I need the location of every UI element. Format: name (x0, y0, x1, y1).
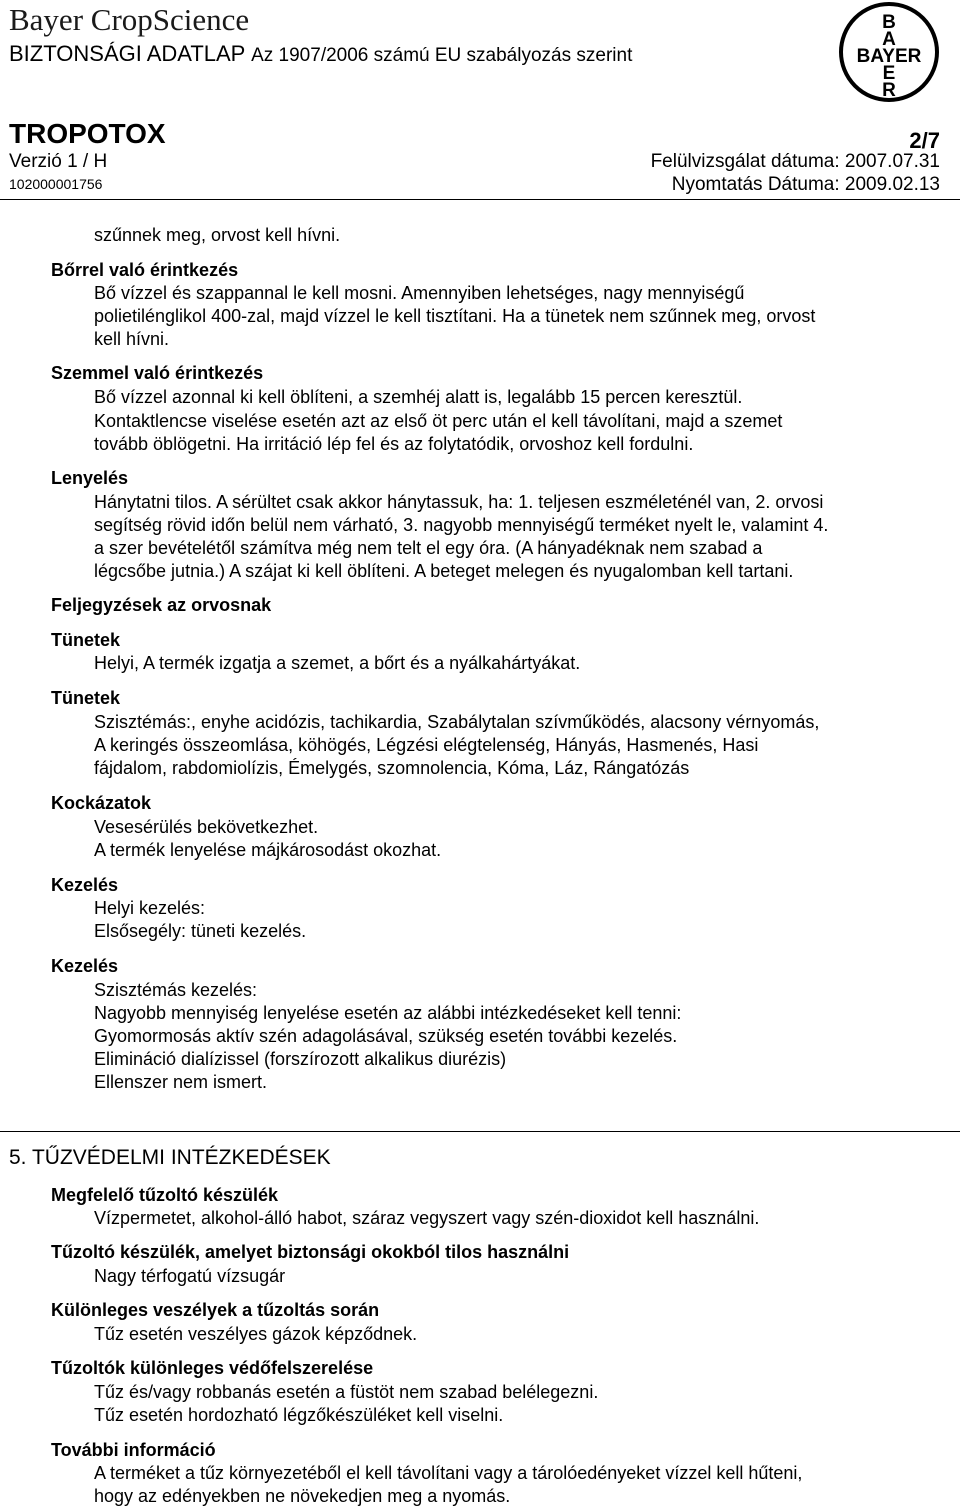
risks-line: Vesesérülés bekövetkezhet. (94, 817, 319, 837)
ingestion-line: Hánytatni tilos. A sérültet csak akkor hánytassuk, ha: 1. teljesen eszméleténél van, 2. orvosi (94, 492, 824, 512)
ingestion-heading: Lenyelés (51, 468, 129, 488)
unsuitable-media-line: Nagy térfogatú vízsugár (94, 1266, 286, 1286)
eye-contact-line: Bő vízzel azonnal ki kell öblíteni, a szemhéj alatt is, legalább 15 percen keresztül. (94, 387, 743, 407)
eye-contact-heading: Szemmel való érintkezés (51, 363, 264, 383)
svg-text:E: E (882, 63, 896, 84)
risks-line: A termék lenyelése májkárosodást okozhat. (94, 840, 442, 860)
company-name: Bayer CropScience (9, 2, 250, 37)
symptoms-line: fájdalom, rabdomiolízis, Émelygés, szomnolencia, Kóma, Láz, Rángatózás (94, 758, 690, 778)
risks-heading: Kockázatok (51, 793, 152, 813)
skin-contact-heading: Bőrrel való érintkezés (51, 260, 239, 280)
skin-contact-line: Bő vízzel és szappannal le kell mosni. Amennyiben lehetséges, nagy mennyiségű (94, 283, 745, 303)
print-date: Nyomtatás Dátuma: 2009.02.13 (671, 174, 940, 195)
suitable-media-heading: Megfelelő tűzoltó készülék (51, 1185, 279, 1205)
treatment-line: Szisztémás kezelés: (94, 980, 258, 1000)
sheet-title-line (9, 41, 632, 69)
treatment-heading: Kezelés (51, 875, 119, 895)
further-info-heading: További információ (51, 1440, 216, 1460)
page-number: 2/7 (909, 128, 940, 153)
product-code: 102000001756 (9, 176, 103, 192)
ingestion-line: segítség rövid időn belül nem várható, 3. nagyobb mennyiségű terméket nyelt le, valamint 4. (94, 515, 829, 535)
notes-to-physician-heading: Feljegyzések az orvosnak (51, 595, 272, 615)
svg-text:A: A (882, 29, 896, 50)
bayer-cross-logo-icon (832, 0, 944, 104)
product-name: TROPOTOX (9, 118, 166, 149)
treatment-line: Gyomormosás aktív szén adagolásával, szükség esetén további kezelés. (94, 1026, 678, 1046)
special-hazards-heading: Különleges veszélyek a tűzoltás során (51, 1300, 380, 1320)
regulation: Az 1907/2006 számú EU szabályozás szerint (251, 45, 633, 66)
ingestion-line: a szer bevételétől számítva még nem telt el egy óra. (A hányadéknak nem szabad a (94, 538, 763, 558)
skin-contact-line: polietilénglikol 400-zal, majd vízzel le kell tisztítani. Ha a tünetek nem szűnnek meg, orvost (94, 306, 816, 326)
symptoms-line: Helyi, A termék izgatja a szemet, a bőrt és a nyálkahártyákat. (94, 653, 581, 673)
skin-contact-line: kell hívni. (94, 329, 170, 349)
further-info-line: hogy az edényekben ne növekedjen meg a nyomás. (94, 1486, 511, 1506)
unsuitable-media-heading: Tűzoltó készülék, amelyet biztonsági okokból tilos használni (51, 1242, 570, 1262)
special-hazards-line: Tűz esetén veszélyes gázok képződnek. (94, 1324, 418, 1344)
protective-equipment-heading: Tűzoltók különleges védőfelszerelése (51, 1358, 374, 1378)
treatment-line: Elimináció dialízissel (forszírozott alkalikus diurézis) (94, 1049, 507, 1069)
svg-text:BAYER: BAYER (856, 46, 922, 67)
svg-text:R: R (882, 80, 896, 101)
further-info-line: A terméket a tűz környezetéből el kell távolítani vagy a tárolóedényeket vízzel kell hűteni, (94, 1463, 803, 1483)
eye-contact-line: tovább öblögetni. Ha irritáció lép fel és az folytatódik, orvoshoz kell fordulni. (94, 434, 694, 454)
ingestion-line: légcsőbe jutnia.) A szájat ki kell öblíteni. A beteget melegen és nyugalomban kell tartani. (94, 561, 794, 581)
treatment-heading: Kezelés (51, 956, 119, 976)
sheet-title: BIZTONSÁGI ADATLAP (9, 41, 245, 66)
suitable-media-line: Vízpermetet, alkohol-álló habot, száraz vegyszert vagy szén-dioxidot kell használni. (94, 1208, 760, 1228)
protective-equipment-line: Tűz esetén hordozható légzőkészüléket kell viselni. (94, 1405, 504, 1425)
symptoms-line: Szisztémás:, enyhe acidózis, tachikardia, Szabálytalan szívműködés, alacsony vérnyomás, (94, 712, 820, 732)
treatment-line: Helyi kezelés: (94, 898, 206, 918)
symptoms-heading: Tünetek (51, 630, 121, 650)
revision-date: Felülvizsgálat dátuma: 2007.07.31 (650, 151, 940, 172)
treatment-line: Nagyobb mennyiség lenyelése esetén az alábbi intézkedéseket kell tenni: (94, 1003, 682, 1023)
symptoms-heading: Tünetek (51, 688, 121, 708)
svg-text:B: B (882, 12, 896, 33)
section-divider (0, 1131, 960, 1132)
section-title: 5. TŰZVÉDELMI INTÉZKEDÉSEK (9, 1146, 331, 1169)
header-divider (0, 199, 960, 200)
treatment-line: Ellenszer nem ismert. (94, 1072, 268, 1092)
symptoms-line: A keringés összeomlása, köhögés, Légzési elégtelenség, Hányás, Hasmenés, Hasi (94, 735, 759, 755)
treatment-line: Elsősegély: tüneti kezelés. (94, 921, 307, 941)
continued-text: szűnnek meg, orvost kell hívni. (94, 225, 341, 245)
version: Verzió 1 / H (9, 151, 108, 172)
protective-equipment-line: Tűz és/vagy robbanás esetén a füstöt nem szabad belélegezni. (94, 1382, 599, 1402)
eye-contact-line: Kontaktlencse viselése esetén azt az első öt perc után el kell távolítani, majd a szemet (94, 411, 783, 431)
